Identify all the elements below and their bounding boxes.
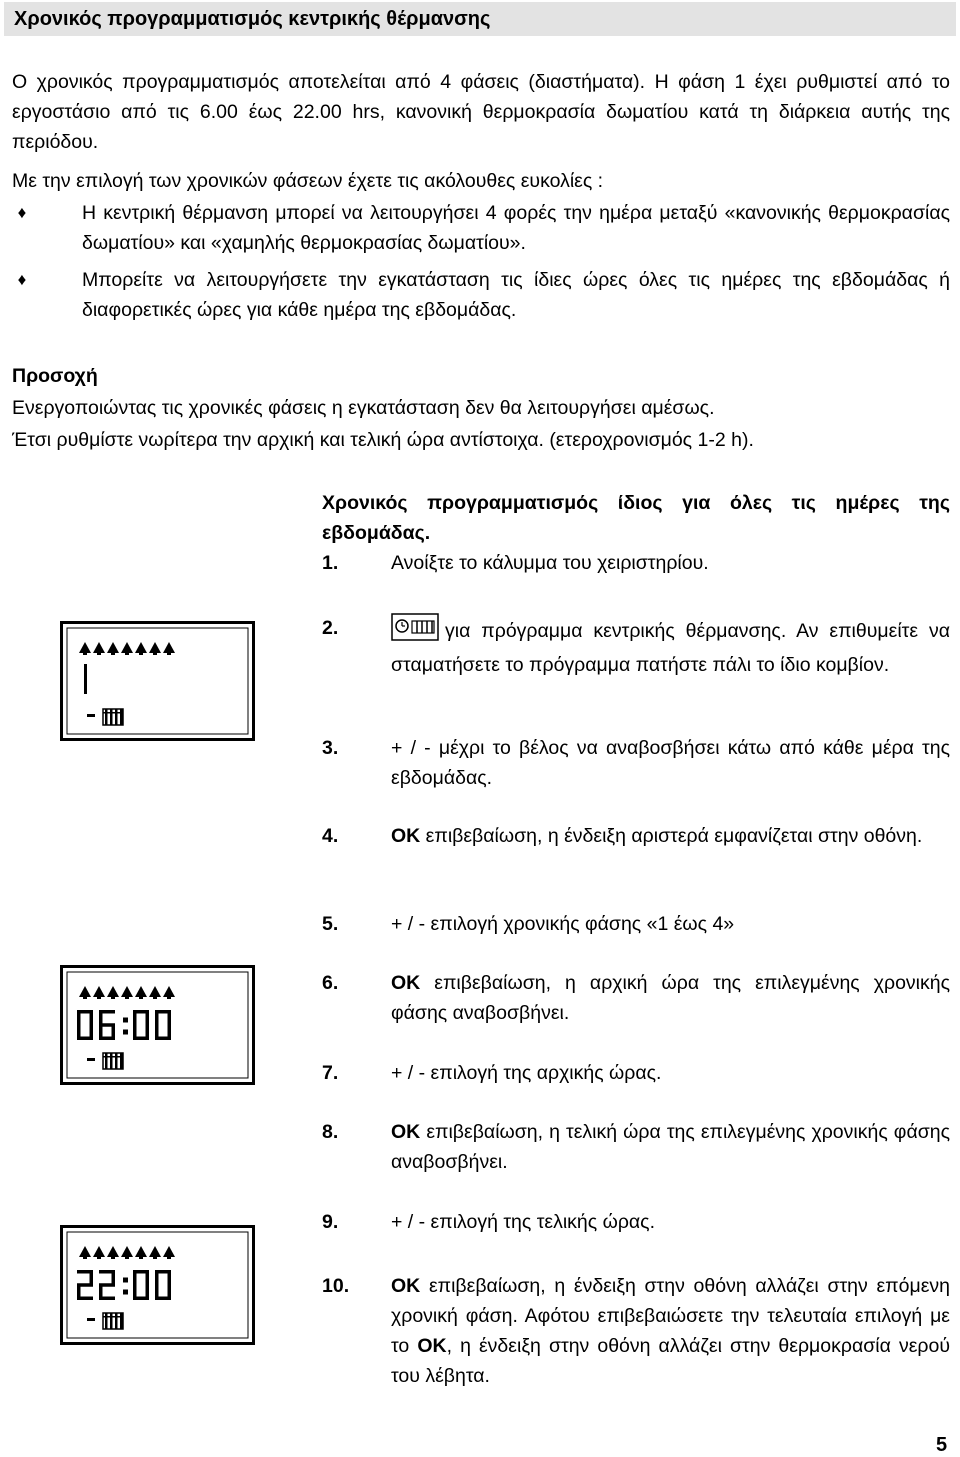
day-marker-icon (149, 986, 161, 999)
step-body (391, 821, 950, 851)
step-text: επιβεβαίωση, η τελική ώρα της επιλεγμένης χρονικής φάσης αναβοσβήνει. (391, 1121, 950, 1173)
lcd-digit (77, 1270, 93, 1300)
lcd-digit (84, 664, 87, 694)
attention-line: Έτσι ρυθμίστε νωρίτερα την αρχική και τελική ώρα αντίστοιχα. (ετεροχρονισμός 1-2 h). (12, 429, 754, 451)
step-text: επιβεβαίωση, η αρχική ώρα της επιλεγμένης χρονικής φάσης αναβοσβήνει. (391, 972, 950, 1024)
step-number: 3. (322, 737, 339, 759)
step-number: 7. (322, 1062, 339, 1084)
day-marker-icon (135, 1246, 147, 1259)
ok-label: OK (391, 1121, 421, 1143)
page-title: Χρονικός προγραμματισμός κεντρικής θέρμανσης (4, 2, 956, 36)
bullet-text: Μπορείτε να λειτουργήσετε την εγκατάσταση τις ίδιες ώρες όλες τις ημέρες της εβδομάδας ή διαφορετικές ώρες για κάθε ημέρα της εβδομάδας. (82, 269, 950, 321)
step-body (391, 968, 950, 1028)
ok-label: OK (391, 825, 421, 847)
step-body (391, 613, 950, 680)
clock-radiator-icon (391, 613, 439, 650)
bullet-text: Η κεντρική θέρμανση μπορεί να λειτουργήσει 4 φορές την ημέρα μεταξύ «κανονικής θερμοκρασίας δωματίου» και «χαμηλής θερμοκρασίας δωματίου». (82, 202, 950, 254)
section-heading: Χρονικός προγραμματισμός ίδιος για όλες τις ημέρες της εβδομάδας. (322, 492, 950, 544)
ok-label: OK (391, 972, 421, 994)
day-marker-icon (121, 986, 133, 999)
lcd-digit (99, 1270, 115, 1300)
lcd-digit (99, 1010, 115, 1040)
step-number: 10. (322, 1275, 350, 1297)
lcd-screen (63, 624, 252, 738)
radiator-icon (103, 709, 123, 725)
lead-paragraph: Με την επιλογή των χρονικών φάσεων έχετε τις ακόλουθες ευκολίες : (12, 170, 604, 192)
lcd-frame (67, 628, 248, 734)
lcd-digit (133, 1010, 149, 1040)
lcd-dash (87, 714, 95, 717)
day-marker-icon (149, 642, 161, 655)
page-number: 5 (936, 1434, 948, 1456)
step-number: 6. (322, 972, 339, 994)
day-marker-icon (107, 1246, 119, 1259)
day-marker-icon (79, 1246, 91, 1259)
day-marker-icon (135, 986, 147, 999)
step-number: 9. (322, 1211, 339, 1233)
lcd-display (60, 1225, 255, 1345)
lcd-digit (155, 1270, 171, 1300)
step-body (391, 1117, 950, 1177)
lcd-colon (123, 1278, 128, 1295)
day-marker-icon (149, 1246, 161, 1259)
lcd-display (60, 621, 255, 741)
ok-label: OK (391, 1275, 421, 1297)
step-text: επιβεβαίωση, η ένδειξη αριστερά εμφανίζεται στην οθόνη. (420, 825, 923, 847)
radiator-icon (103, 1053, 123, 1069)
lcd-dash (87, 1058, 95, 1061)
lcd-screen (63, 968, 252, 1082)
day-marker-icon (107, 986, 119, 999)
attention-heading: Προσοχή (12, 365, 98, 387)
lcd-display (60, 965, 255, 1085)
day-marker-icon (121, 1246, 133, 1259)
lcd-screen (63, 1228, 252, 1342)
day-marker-icon (107, 642, 119, 655)
intro-paragraph: Ο χρονικός προγραμματισμός αποτελείται από 4 φάσεις (διαστήματα). Η φάση 1 έχει ρυθμιστεί από το εργοστάσιο από τις 6.00 έως 22.00 hrs, κανονική θερμοκρασία δωματίου κατά τη διάρκεια αυτής της περιόδου. (12, 71, 950, 153)
day-marker-icon (93, 986, 105, 999)
step-text: + / - επιλογή χρονικής φάσης «1 έως 4» (391, 913, 735, 935)
day-marker-icon (121, 642, 133, 655)
step-text: + / - επιλογή της τελικής ώρας. (391, 1211, 656, 1233)
day-marker-icon (79, 642, 91, 655)
step-number: 5. (322, 913, 339, 935)
radiator-icon (103, 1313, 123, 1329)
ok-label: OK (417, 1335, 447, 1357)
step-text: επιβεβαίωση, η ένδειξη στην οθόνη αλλάζει στην επόμενη χρονική φάση. Αφότου επιβεβαιώσετε την τελευταία επιλογή με το (391, 1275, 950, 1357)
attention-line: Ενεργοποιώντας τις χρονικές φάσεις η εγκατάσταση δεν θα λειτουργήσει αμέσως. (12, 397, 715, 419)
step-text: + / - μέχρι το βέλος να αναβοσβήσει κάτω από κάθε μέρα της εβδομάδας. (391, 737, 950, 789)
step-number: 8. (322, 1121, 339, 1143)
step-text: για πρόγραμμα κεντρικής θέρμανσης. Αν επιθυμείτε να σταματήσετε το πρόγραμμα πατήστε πάλι το ίδιο κομβίον. (391, 620, 950, 676)
step-text: , η ένδειξη στην οθόνη αλλάζει στην θερμοκρασία νερού του λέβητα. (391, 1335, 950, 1387)
step-text: + / - επιλογή της αρχικής ώρας. (391, 1062, 662, 1084)
day-marker-icon (163, 642, 175, 655)
bullet-diamond-icon: ♦ (17, 203, 27, 222)
day-marker-icon (93, 1246, 105, 1259)
step-number: 4. (322, 825, 339, 847)
bullet-diamond-icon: ♦ (17, 270, 27, 289)
day-marker-icon (93, 642, 105, 655)
day-marker-icon (135, 642, 147, 655)
step-number: 2. (322, 617, 339, 639)
lcd-colon (123, 1018, 128, 1035)
lcd-digit (133, 1270, 149, 1300)
lcd-digit (155, 1010, 171, 1040)
day-marker-icon (79, 986, 91, 999)
step-text: Ανοίξτε το κάλυμμα του χειριστηρίου. (391, 552, 709, 574)
day-marker-icon (163, 1246, 175, 1259)
day-marker-icon (163, 986, 175, 999)
step-number: 1. (322, 552, 339, 574)
step-body (391, 1271, 950, 1391)
lcd-digit (77, 1010, 93, 1040)
lcd-dash (87, 1318, 95, 1321)
